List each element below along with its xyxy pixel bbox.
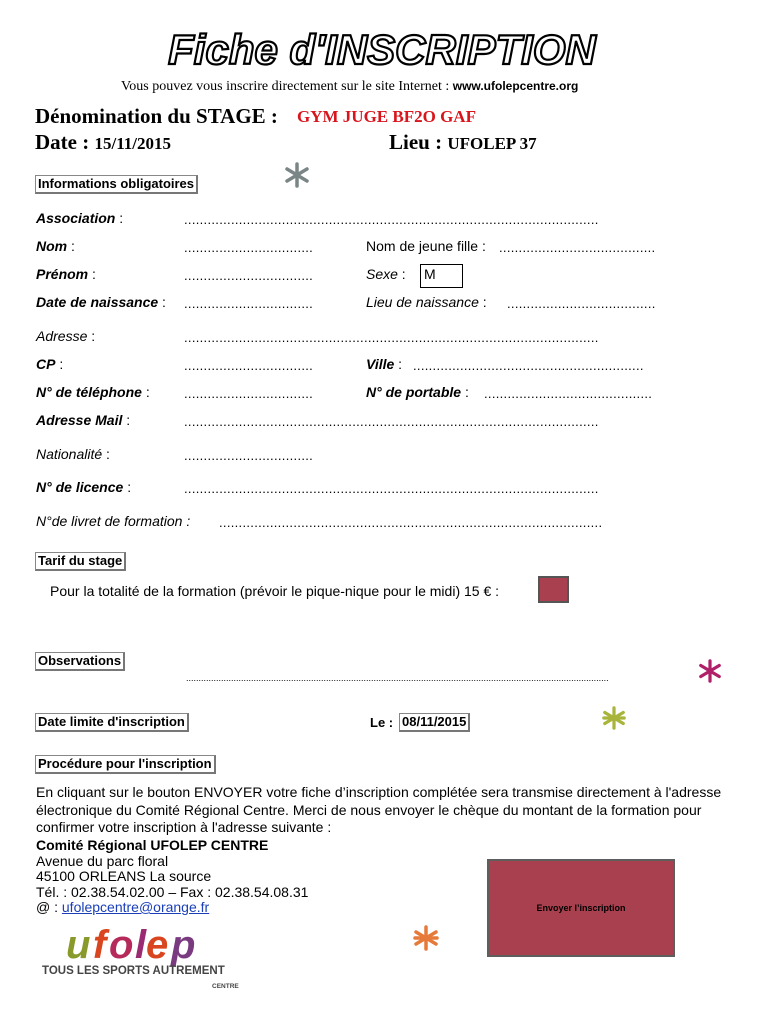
- section-tarif: Tarif du stage: [35, 552, 126, 571]
- svg-text:p: p: [171, 923, 196, 967]
- date-value: 15/11/2015: [94, 134, 171, 153]
- nom-jeune-fille-field[interactable]: ........................................: [499, 240, 656, 255]
- send-button[interactable]: Envoyer l’inscription: [487, 859, 675, 957]
- asterisk-olive-icon: [602, 706, 626, 730]
- logo-region: CENTRE: [212, 983, 239, 990]
- cp-field[interactable]: .................................: [184, 358, 314, 373]
- svg-text:o: o: [109, 923, 134, 967]
- tarif-text: Pour la totalité de la formation (prévoir le pique-nique pour le midi) 15 € :: [50, 583, 500, 599]
- lieu-naissance-field[interactable]: ......................................: [507, 296, 656, 311]
- licence-label: N° de licence :: [36, 479, 132, 495]
- nom-label: Nom :: [36, 238, 75, 254]
- stage-date: [35, 130, 171, 155]
- postal-address: [36, 838, 308, 916]
- org-name: Comité Régional UFOLEP CENTRE: [36, 837, 269, 853]
- intro-label: Vous pouvez vous inscrire directement sur le site Internet :: [121, 79, 453, 94]
- intro-text: [121, 79, 578, 95]
- nationalite-field[interactable]: .................................: [184, 448, 314, 463]
- stage-name: GYM JUGE BF2O GAF: [297, 107, 476, 126]
- le-label: Le :: [370, 715, 394, 730]
- ville-field[interactable]: ...........................................................: [413, 358, 644, 373]
- procedure-text: En cliquant sur le bouton ENVOYER votre fiche d’inscription complétée sera transmise directement à l'adresse électronique du Comité Régional Centre. Merci de nous envoyer le chèque du montant de la formation pour confirmer votre inscription à l'adresse suivante :: [36, 784, 722, 835]
- section-infos: Informations obligatoires: [35, 175, 198, 194]
- cp-label: CP :: [36, 356, 64, 372]
- lieu-label: Lieu :: [389, 130, 448, 154]
- form-title: [168, 22, 596, 73]
- svg-text:f: f: [93, 923, 107, 967]
- mail-field[interactable]: ..........................................................................................................: [184, 414, 599, 429]
- logo-tagline: TOUS LES SPORTS AUTREMENT: [42, 965, 225, 977]
- association-label: Association :: [36, 210, 124, 226]
- date-naissance-field[interactable]: .................................: [184, 296, 314, 311]
- association-field[interactable]: ..........................................................................................................: [184, 212, 599, 227]
- address-line-1: Avenue du parc floral: [36, 852, 169, 869]
- stage-lieu: [389, 130, 537, 155]
- stage-denomination-label: Dénomination du STAGE :: [35, 104, 278, 128]
- date-naissance-label: Date de naissance :: [36, 294, 166, 310]
- telephone-field[interactable]: .................................: [184, 386, 314, 401]
- svg-text:l: l: [135, 923, 147, 967]
- portable-label: N° de portable :: [366, 384, 469, 400]
- address-line-2: 45100 ORLEANS La source: [36, 868, 212, 884]
- nom-field[interactable]: .................................: [184, 240, 314, 255]
- lieu-naissance-label: Lieu de naissance :: [366, 294, 487, 310]
- sexe-field[interactable]: M: [420, 264, 463, 288]
- nationalite-label: Nationalité :: [36, 446, 110, 462]
- telephone-label: N° de téléphone :: [36, 384, 150, 400]
- section-date-limite: Date limite d'inscription: [35, 713, 189, 732]
- ufolep-logo: [40, 920, 250, 992]
- ville-label: Ville :: [366, 356, 403, 372]
- asterisk-magenta-icon: [698, 659, 722, 683]
- asterisk-orange-icon: [413, 925, 439, 951]
- adresse-label: Adresse :: [36, 328, 96, 344]
- licence-field[interactable]: ..........................................................................................................: [184, 481, 599, 496]
- svg-text:Fiche d'INSCRIPTION: Fiche d'INSCRIPTION: [168, 26, 596, 73]
- email-prefix: @ :: [36, 899, 62, 915]
- date-label: Date :: [35, 130, 95, 154]
- logo-wordmark: [66, 923, 195, 967]
- deadline-value: 08/11/2015: [399, 713, 470, 732]
- section-procedure: Procédure pour l'inscription: [35, 755, 216, 774]
- svg-text:u: u: [66, 923, 91, 967]
- site-link[interactable]: www.ufolepcentre.org: [452, 79, 579, 93]
- svg-text:e: e: [146, 923, 169, 967]
- sexe-label: Sexe :: [366, 266, 406, 282]
- section-observations: Observations: [35, 652, 125, 671]
- phone-fax: Tél. : 02.38.54.02.00 – Fax : 02.38.54.08.31: [36, 883, 309, 900]
- email-link[interactable]: ufolepcentre@orange.fr: [61, 899, 210, 915]
- portable-field[interactable]: ...........................................: [484, 386, 653, 401]
- prenom-label: Prénom :: [36, 266, 96, 282]
- asterisk-grey-icon: [284, 162, 310, 188]
- prenom-field[interactable]: .................................: [184, 268, 314, 283]
- nom-jeune-fille-label: Nom de jeune fille :: [366, 238, 486, 254]
- adresse-field[interactable]: ..........................................................................................................: [184, 330, 599, 345]
- livret-label: N°de livret de formation :: [36, 513, 191, 529]
- observations-field[interactable]: .........................................................................................................................................................................: [186, 673, 609, 683]
- tarif-checkbox[interactable]: [538, 576, 569, 603]
- mail-label: Adresse Mail :: [36, 412, 131, 428]
- livret-field[interactable]: ..................................................................................................: [219, 515, 603, 530]
- lieu-value: UFOLEP 37: [447, 134, 537, 153]
